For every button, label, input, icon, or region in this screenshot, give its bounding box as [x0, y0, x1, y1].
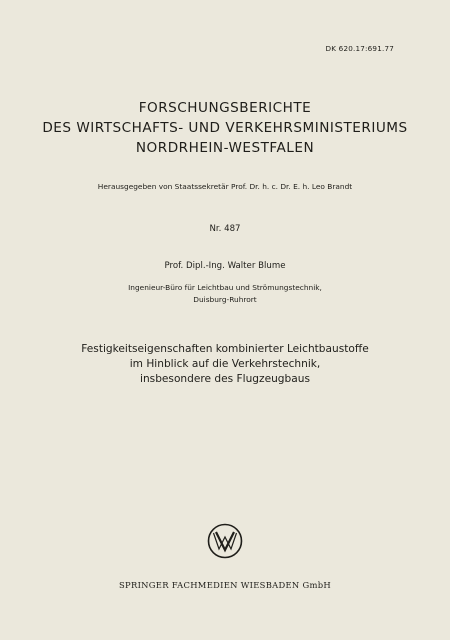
publisher-name: SPRINGER FACHMEDIEN WIESBADEN GmbH: [118, 580, 332, 590]
report-title-line-3: insbesondere des Flugzeugbaus: [140, 373, 310, 385]
editor-line: Herausgegeben von Staatssekretär Prof. Dr. h. c. Dr. E. h. Leo Brandt: [97, 182, 353, 191]
series-title-line-2: DES WIRTSCHAFTS- UND VERKEHRSMINISTERIUMS: [42, 120, 408, 136]
report-title-line-1: Festigkeitseigenschaften kombinierter Leichtbaustoffe: [81, 343, 369, 355]
report-title: [0, 342, 450, 387]
author-affiliation: [0, 282, 450, 306]
report-title-line-2: im Hinblick auf die Verkehrstechnik,: [129, 358, 321, 370]
affiliation-line-2: Duisburg-Ruhrort: [193, 295, 257, 304]
report-number: Nr. 487: [209, 224, 241, 234]
author-name: Prof. Dipl.-Ing. Walter Blume: [164, 261, 286, 271]
series-title: [0, 98, 450, 158]
affiliation-line-1: Ingenieur-Büro für Leichtbau und Strömungstechnik,: [128, 283, 322, 292]
springer-vw-monogram-icon: [207, 523, 243, 559]
dk-classification: DK 620.17:691.77: [325, 44, 394, 53]
series-title-line-1: FORSCHUNGSBERICHTE: [138, 100, 312, 116]
series-title-line-3: NORDRHEIN-WESTFALEN: [135, 140, 315, 156]
